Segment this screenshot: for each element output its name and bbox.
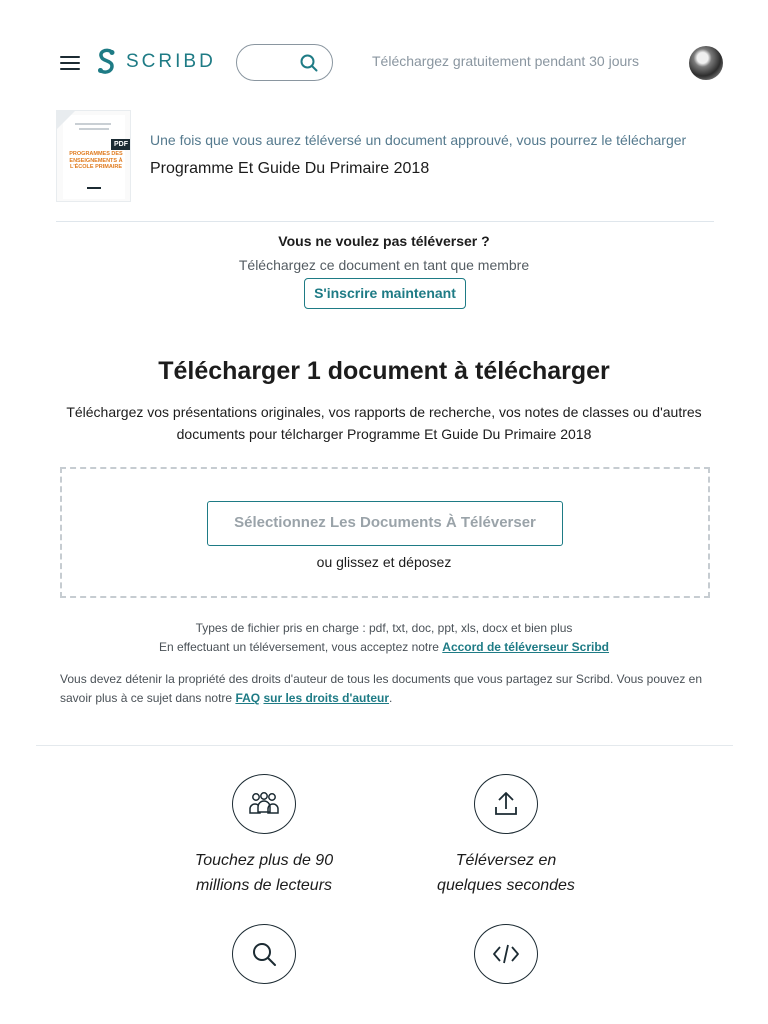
copyright-end: . xyxy=(389,691,393,705)
upload-icon xyxy=(474,774,538,834)
signup-button[interactable]: S'inscrire maintenant xyxy=(304,278,466,309)
thumbnail-title: PROGRAMMES DES ENSEIGNEMENTS À L'ÉCOLE PRIMAIRE xyxy=(69,151,123,170)
free-trial-link[interactable]: Téléchargez gratuitement pendant 30 jours xyxy=(372,53,639,69)
top-nav xyxy=(0,0,768,110)
copyright-faq-link[interactable]: sur les droits d'auteur xyxy=(263,691,390,705)
copyright-text: Vous devez détenir la propriété des droits d'auteur de tous les documents que vous partagez sur Scribd. Vous pouvez en savoir plus à ce sujet dans notre xyxy=(60,672,703,705)
upload-description: Téléchargez vos présentations originales, vos rapports de recherche, vos notes de classes ou d'autres documents pour télcharger Programme Et Guide Du Primaire 2018 xyxy=(66,404,702,442)
people-icon xyxy=(232,774,296,834)
menu-icon[interactable] xyxy=(60,56,80,70)
document-thumbnail[interactable] xyxy=(56,110,131,202)
drag-drop-text: ou glissez et déposez xyxy=(316,554,452,570)
section-divider xyxy=(36,745,733,746)
upload-unlock-caption: Une fois que vous aurez téléversé un document approuvé, vous pourrez le télécharger xyxy=(150,132,687,148)
upload-title: Télécharger 1 document à télécharger xyxy=(158,357,610,385)
supported-file-types: Types de fichier pris en charge : pdf, txt, doc, ppt, xls, docx et bien plus xyxy=(195,621,573,635)
no-upload-heading: Vous ne voulez pas téléverser ? xyxy=(278,233,490,249)
uploader-agreement xyxy=(0,640,768,654)
document-row xyxy=(56,110,714,222)
scribd-logo[interactable] xyxy=(96,48,216,76)
document-title: Programme Et Guide Du Primaire 2018 xyxy=(150,160,430,177)
pdf-badge: PDF xyxy=(111,139,131,150)
logo-text: SCRIBD xyxy=(126,51,216,72)
search-icon[interactable] xyxy=(300,54,318,72)
member-download-text: Téléchargez ce document en tant que membre xyxy=(238,257,530,273)
avatar[interactable] xyxy=(689,46,723,80)
code-icon xyxy=(474,924,538,984)
agreement-prefix: En effectuant un téléversement, vous acceptez notre xyxy=(158,640,443,654)
select-documents-button[interactable]: Sélectionnez Les Documents À Téléverser xyxy=(207,501,563,546)
faq-link[interactable]: FAQ xyxy=(235,691,261,705)
search-icon xyxy=(232,924,296,984)
scribd-logo-mark-icon xyxy=(96,48,118,76)
uploader-agreement-link[interactable]: Accord de téléverseur Scribd xyxy=(442,640,610,654)
copyright-notice xyxy=(60,670,720,708)
feature-fast-upload-text: Téléversez en quelques secondes xyxy=(437,852,575,894)
search-input[interactable] xyxy=(236,44,333,81)
feature-readers-text: Touchez plus de 90 millions de lecteurs xyxy=(194,852,334,894)
